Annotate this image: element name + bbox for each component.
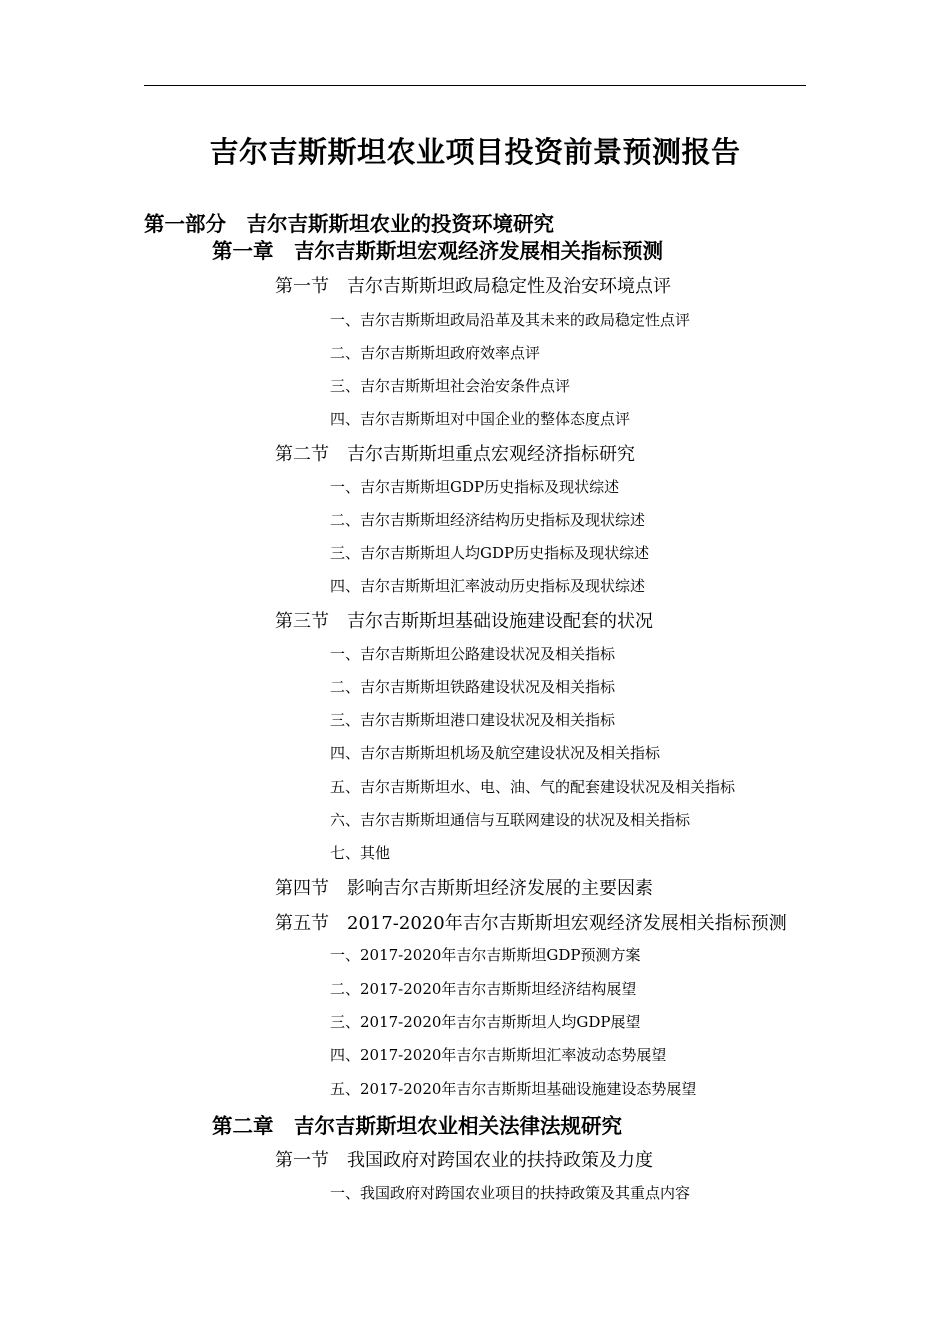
- toc-chapter: 第二章 吉尔吉斯斯坦农业相关法律法规研究: [212, 1114, 622, 1138]
- toc-item: 四、2017-2020年吉尔吉斯斯坦汇率波动态势展望: [330, 1046, 667, 1064]
- toc-section: 第一节 吉尔吉斯斯坦政局稳定性及治安环境点评: [275, 276, 671, 297]
- document-title: 吉尔吉斯斯坦农业项目投资前景预测报告: [209, 135, 741, 169]
- toc-item: 一、吉尔吉斯斯坦GDP历史指标及现状综述: [330, 478, 620, 496]
- toc-item: 一、吉尔吉斯斯坦政局沿革及其未来的政局稳定性点评: [330, 311, 691, 329]
- toc-item: 三、吉尔吉斯斯坦港口建设状况及相关指标: [330, 711, 616, 729]
- toc-section: 第五节 2017-2020年吉尔吉斯斯坦宏观经济发展相关指标预测: [275, 913, 787, 934]
- toc-item: 三、2017-2020年吉尔吉斯斯坦人均GDP展望: [330, 1013, 641, 1031]
- toc-item: 三、吉尔吉斯斯坦人均GDP历史指标及现状综述: [330, 544, 650, 562]
- toc-item: 二、吉尔吉斯斯坦铁路建设状况及相关指标: [330, 678, 616, 696]
- toc-item: 一、2017-2020年吉尔吉斯斯坦GDP预测方案: [330, 946, 641, 964]
- toc-item: 四、吉尔吉斯斯坦汇率波动历史指标及现状综述: [330, 577, 646, 595]
- toc-item: 二、吉尔吉斯斯坦经济结构历史指标及现状综述: [330, 511, 646, 529]
- toc-chapter: 第一章 吉尔吉斯斯坦宏观经济发展相关指标预测: [212, 239, 663, 263]
- header-rule: [144, 85, 806, 86]
- toc-section: 第三节 吉尔吉斯斯坦基础设施建设配套的状况: [275, 611, 653, 632]
- toc-section: 第一节 我国政府对跨国农业的扶持政策及力度: [275, 1150, 653, 1171]
- toc-item: 一、吉尔吉斯斯坦公路建设状况及相关指标: [330, 645, 616, 663]
- toc-item: 五、2017-2020年吉尔吉斯斯坦基础设施建设态势展望: [330, 1080, 697, 1098]
- toc-item: 三、吉尔吉斯斯坦社会治安条件点评: [330, 377, 571, 395]
- toc-item: 一、我国政府对跨国农业项目的扶持政策及其重点内容: [330, 1184, 691, 1202]
- toc-part: 第一部分 吉尔吉斯斯坦农业的投资环境研究: [144, 212, 554, 236]
- toc-section: 第二节 吉尔吉斯斯坦重点宏观经济指标研究: [275, 444, 635, 465]
- toc-section: 第四节 影响吉尔吉斯斯坦经济发展的主要因素: [275, 878, 653, 899]
- toc-item: 二、吉尔吉斯斯坦政府效率点评: [330, 344, 541, 362]
- toc-item: 四、吉尔吉斯斯坦对中国企业的整体态度点评: [330, 410, 631, 428]
- toc-item: 二、2017-2020年吉尔吉斯斯坦经济结构展望: [330, 980, 637, 998]
- toc-item: 七、其他: [330, 844, 391, 862]
- toc-item: 四、吉尔吉斯斯坦机场及航空建设状况及相关指标: [330, 744, 661, 762]
- toc-item: 五、吉尔吉斯斯坦水、电、油、气的配套建设状况及相关指标: [330, 778, 736, 796]
- toc-item: 六、吉尔吉斯斯坦通信与互联网建设的状况及相关指标: [330, 811, 691, 829]
